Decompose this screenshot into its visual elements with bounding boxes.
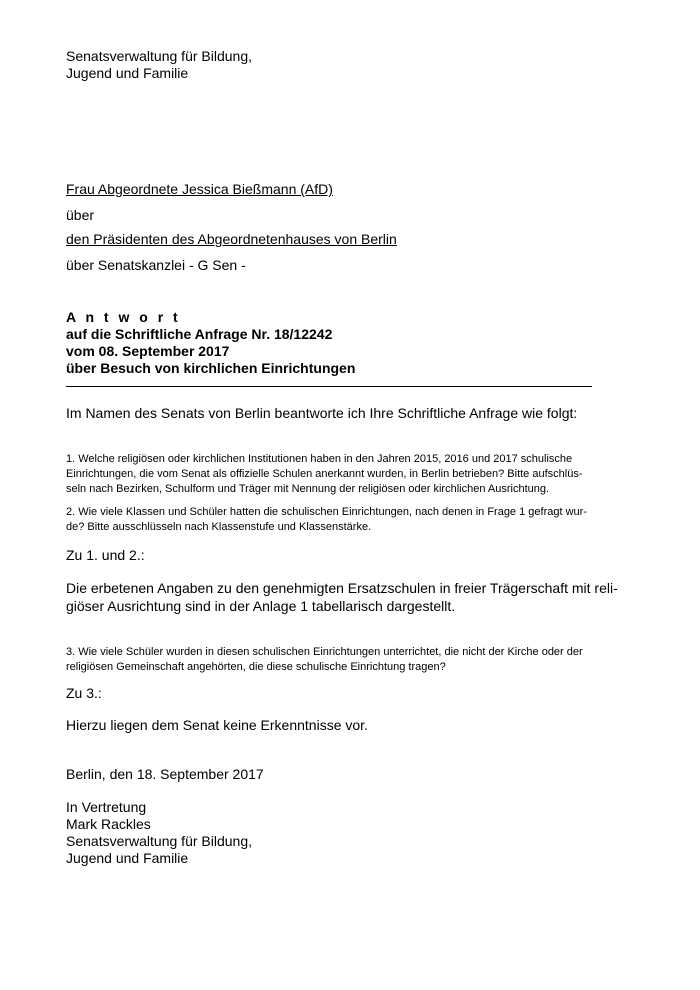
recipient-via-1: über bbox=[66, 207, 95, 223]
question-2-line-1: 2. Wie viele Klassen und Schüler hatten die schulischen Einrichtungen, nach denen in Frage 1 gefragt wur- bbox=[66, 506, 587, 518]
answer-3-label: Zu 3.: bbox=[66, 685, 102, 701]
signature-block bbox=[66, 799, 252, 867]
question-1-line-1: 1. Welche religiösen oder kirchlichen Institutionen haben in den Jahren 2015, 2016 und 2017 schulische bbox=[66, 453, 573, 465]
sender-line-1: Senatsverwaltung für Bildung, bbox=[66, 48, 252, 64]
recipient-president: den Präsidenten des Abgeordnetenhauses von Berlin bbox=[66, 231, 397, 247]
heading-line-1: auf die Schriftliche Anfrage Nr. 18/12242 bbox=[66, 326, 333, 342]
question-1-line-3: seln nach Bezirken, Schulform und Träger mit Nennung der religiösen oder kirchlichen Ausrichtung. bbox=[66, 483, 550, 495]
answer-3-text: Hierzu liegen dem Senat keine Erkenntnisse vor. bbox=[66, 717, 368, 733]
question-3-line-1: 3. Wie viele Schüler wurden in diesen schulischen Einrichtungen unterrichtet, die nicht der Kirche oder der bbox=[66, 646, 583, 658]
heading-rule bbox=[66, 386, 592, 387]
signature-line-4: Jugend und Familie bbox=[66, 850, 189, 866]
answer-12-text bbox=[66, 579, 618, 615]
signature-line-1: In Vertretung bbox=[66, 799, 147, 815]
question-3-line-2: religiösen Gemeinschaft angehörten, die diese schulische Einrichtung tragen? bbox=[66, 661, 446, 673]
signature-line-3: Senatsverwaltung für Bildung, bbox=[66, 833, 252, 849]
answer-heading bbox=[66, 309, 355, 377]
question-2-line-2: de? Bitte ausschlüsseln nach Klassenstufe und Klassenstärke. bbox=[66, 521, 372, 533]
answer-12-line-1: Die erbetenen Angaben zu den genehmigten Ersatzschulen in freier Trägerschaft mit reli- bbox=[66, 580, 618, 596]
heading-line-2: vom 08. September 2017 bbox=[66, 343, 230, 359]
question-1-line-2: Einrichtungen, die vom Senat als offizielle Schulen anerkannt wurden, in Berlin betrieben? Bitte aufschlüs- bbox=[66, 468, 583, 480]
recipient-addressee: Frau Abgeordnete Jessica Bießmann (AfD) bbox=[66, 181, 333, 197]
date-line: Berlin, den 18. September 2017 bbox=[66, 766, 264, 782]
question-3 bbox=[66, 645, 583, 675]
signature-line-2: Mark Rackles bbox=[66, 816, 151, 832]
question-2 bbox=[66, 505, 587, 535]
answer-12-line-2: giöser Ausrichtung sind in der Anlage 1 tabellarisch dargestellt. bbox=[66, 598, 456, 614]
recipient-via-2: über Senatskanzlei - G Sen - bbox=[66, 257, 246, 273]
answer-12-label: Zu 1. und 2.: bbox=[66, 547, 145, 563]
heading-line-3: über Besuch von kirchlichen Einrichtungen bbox=[66, 360, 356, 376]
question-1 bbox=[66, 452, 583, 497]
intro-text: Im Namen des Senats von Berlin beantworte ich Ihre Schriftliche Anfrage wie folgt: bbox=[66, 405, 578, 421]
heading-antwort: A n t w o r t bbox=[66, 309, 181, 325]
sender-block bbox=[66, 48, 252, 82]
sender-line-2: Jugend und Familie bbox=[66, 65, 189, 81]
